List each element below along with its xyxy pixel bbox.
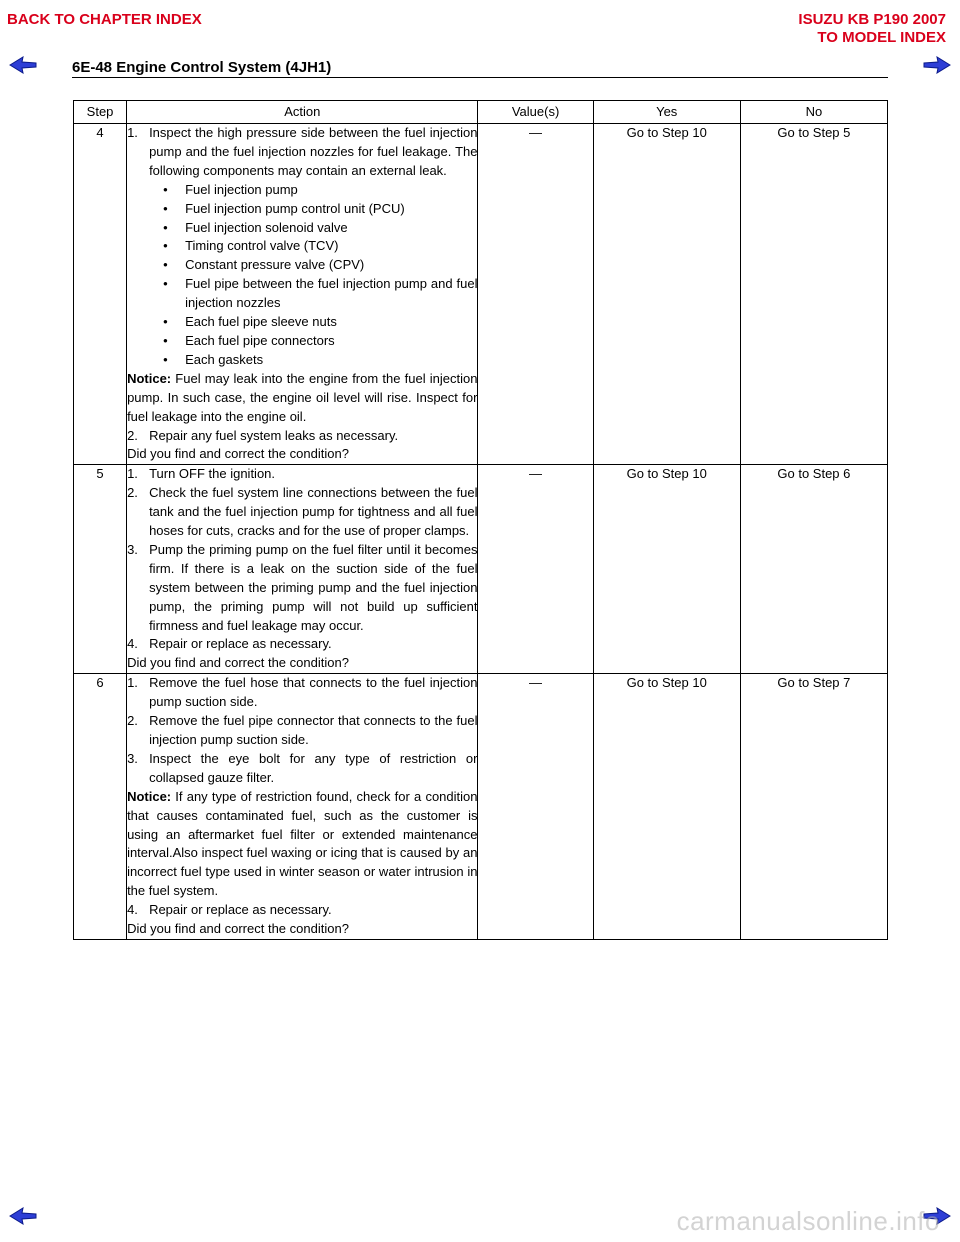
prev-page-arrow-bottom-icon[interactable] <box>9 1207 37 1225</box>
numbered-instruction <box>127 901 477 920</box>
value-cell: — <box>478 465 593 674</box>
action-cell <box>127 465 478 674</box>
bullet-icon: • <box>163 200 168 216</box>
numbered-instruction <box>127 750 477 788</box>
component-list-item <box>127 181 477 200</box>
notice-paragraph <box>127 788 477 901</box>
instruction-text: Remove the fuel hose that connects to the fuel injection pump suction side. <box>149 675 478 710</box>
back-to-chapter-index-link[interactable]: BACK TO CHAPTER INDEX <box>7 11 202 28</box>
page-header: 6E-48 Engine Control System (4JH1) <box>72 59 332 76</box>
step-number: 4 <box>74 124 127 465</box>
value-cell: — <box>478 674 593 940</box>
question-text: Did you find and correct the condition? <box>127 655 349 671</box>
bullet-icon: • <box>163 276 168 292</box>
numbered-instruction <box>127 484 477 541</box>
numbered-instruction <box>127 541 477 636</box>
component-list-item <box>127 256 477 275</box>
table-row <box>74 674 888 940</box>
instruction-text: Inspect the eye bolt for any type of restriction or collapsed gauze filter. <box>149 750 478 785</box>
instruction-number: 1. <box>127 675 138 691</box>
diagnostic-steps-table <box>73 100 888 940</box>
component-list-item <box>127 200 477 219</box>
instruction-text: Pump the priming pump on the fuel filter until it becomes firm. If there is a leak on the suction side of the fuel system between the priming pump and the fuel injection pump, the priming pump will not build up sufficient firmness and fuel leakage may occur. <box>149 541 478 633</box>
component-name: Fuel injection pump <box>185 181 298 197</box>
component-list-item <box>127 332 477 351</box>
table-header-row <box>74 101 888 124</box>
instruction-text: Repair or replace as necessary. <box>149 902 332 918</box>
bullet-icon: • <box>163 332 168 348</box>
component-list-item <box>127 275 477 313</box>
action-cell <box>127 674 478 940</box>
table-row <box>74 124 888 465</box>
bullet-icon: • <box>163 314 168 330</box>
bullet-icon: • <box>163 257 168 273</box>
next-page-arrow-icon[interactable] <box>923 56 951 74</box>
bullet-icon: • <box>163 181 168 197</box>
instruction-number: 1. <box>127 466 138 482</box>
component-name: Each gaskets <box>185 351 264 367</box>
numbered-instruction <box>127 427 477 446</box>
component-name: Constant pressure valve (CPV) <box>185 257 365 273</box>
notice-text: Fuel may leak into the engine from the fuel injection pump. In such case, the engine oil level will rise. Inspect for fuel leakage into the engine oil. <box>127 370 478 424</box>
instruction-text: Repair or replace as necessary. <box>149 636 332 652</box>
to-model-index-link[interactable]: TO MODEL INDEX <box>817 29 946 46</box>
numbered-instruction <box>127 635 477 654</box>
watermark: carmanualsonline.info <box>676 1206 940 1236</box>
instruction-number: 2. <box>127 427 138 443</box>
column-header-action: Action <box>127 101 478 124</box>
instruction-number: 2. <box>127 485 138 501</box>
question-text: Did you find and correct the condition? <box>127 921 349 937</box>
notice-label: Notice: <box>127 788 172 804</box>
component-name: Each fuel pipe connectors <box>185 332 335 348</box>
prev-page-arrow-icon[interactable] <box>9 56 37 74</box>
component-name: Fuel injection solenoid valve <box>185 219 348 235</box>
table-row <box>74 465 888 674</box>
step-number: 5 <box>74 465 127 674</box>
instruction-text: Repair any fuel system leaks as necessary. <box>149 427 399 443</box>
notice-text: If any type of restriction found, check for a condition that causes contaminated fuel, such as the customer is using an aftermarket fuel filter or extended maintenance interval.Also inspect fuel waxing or icing that is caused by an incorrect fuel type used in winter season or water intrusion in the fuel system. <box>127 788 478 899</box>
instruction-text: Inspect the high pressure side between the fuel injection pump and the fuel injection nozzles for fuel leakage. The following components may contain an external leak. <box>149 125 478 178</box>
instruction-number: 2. <box>127 713 138 729</box>
component-list-item <box>127 237 477 256</box>
column-header-step: Step <box>74 101 127 124</box>
instruction-number: 4. <box>127 636 138 652</box>
bullet-icon: • <box>163 351 168 367</box>
component-name: Each fuel pipe sleeve nuts <box>185 314 337 330</box>
numbered-instruction <box>127 124 477 181</box>
yes-cell: Go to Step 10 <box>593 674 740 940</box>
step-number: 6 <box>74 674 127 940</box>
no-cell: Go to Step 6 <box>740 465 887 674</box>
numbered-instruction <box>127 465 477 484</box>
instruction-text: Remove the fuel pipe connector that connects to the fuel injection pump suction side. <box>149 713 478 747</box>
yes-cell: Go to Step 10 <box>593 465 740 674</box>
instruction-text: Check the fuel system line connections between the fuel tank and the fuel injection pump for tightness and all fuel hoses for cuts, cracks and for the use of proper clamps. <box>149 485 478 539</box>
component-name: Timing control valve (TCV) <box>185 238 339 254</box>
component-name: Fuel injection pump control unit (PCU) <box>185 200 405 216</box>
no-cell: Go to Step 5 <box>740 124 887 465</box>
numbered-instruction <box>127 674 477 712</box>
yes-cell: Go to Step 10 <box>593 124 740 465</box>
notice-label: Notice: <box>127 370 172 386</box>
notice-paragraph <box>127 370 477 427</box>
model-title-link[interactable]: ISUZU KB P190 2007 <box>798 11 946 28</box>
column-header-yes: Yes <box>593 101 740 124</box>
component-name: Fuel pipe between the fuel injection pump and fuel injection nozzles <box>185 276 478 311</box>
column-header-values: Value(s) <box>478 101 593 124</box>
component-list-item <box>127 313 477 332</box>
instruction-number: 3. <box>127 541 138 557</box>
instruction-text: Turn OFF the ignition. <box>149 466 276 482</box>
no-cell: Go to Step 7 <box>740 674 887 940</box>
component-list-item <box>127 219 477 238</box>
bullet-icon: • <box>163 238 168 254</box>
header-rule <box>72 77 888 78</box>
action-cell <box>127 124 478 465</box>
instruction-number: 1. <box>127 125 138 140</box>
instruction-number: 3. <box>127 750 138 766</box>
component-list-item <box>127 351 477 370</box>
question-text: Did you find and correct the condition? <box>127 446 349 462</box>
instruction-number: 4. <box>127 902 138 918</box>
bullet-icon: • <box>163 219 168 235</box>
numbered-instruction <box>127 712 477 750</box>
value-cell: — <box>478 124 593 465</box>
column-header-no: No <box>740 101 887 124</box>
